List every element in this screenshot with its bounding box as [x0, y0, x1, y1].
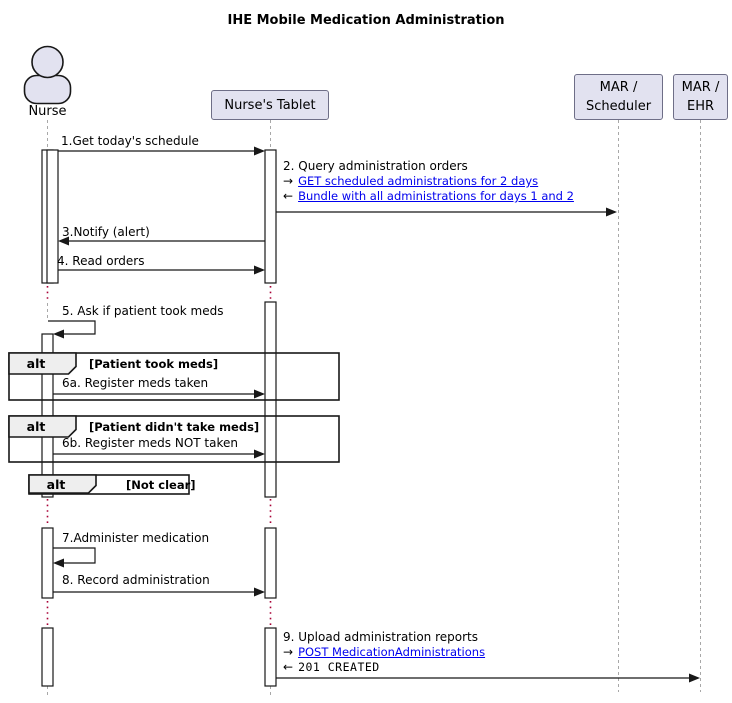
arrow-m5-self: [48, 321, 95, 334]
scheduler-label-line1: MAR /: [599, 80, 638, 95]
nurse-actor-icon: [25, 47, 71, 104]
message-7-label: 7.Administer medication: [62, 531, 210, 545]
tablet-activation-1: [265, 150, 276, 283]
participant-ehr: [673, 74, 728, 120]
nurse-activation-3: [42, 528, 53, 598]
alt3-operator: alt: [46, 477, 66, 492]
actor-body: [25, 76, 71, 104]
alt2-operator: alt: [26, 419, 46, 434]
arrow-heads: [53, 147, 700, 683]
ehr-label-line2: EHR: [686, 99, 715, 114]
message-9-response-status: 201 CREATED: [298, 660, 380, 674]
tablet-activation-4: [265, 628, 276, 686]
scheduler-label-line2: Scheduler: [585, 99, 652, 114]
alt1-operator: alt: [26, 356, 46, 371]
message-2-request-link[interactable]: GET scheduled administrations for 2 days: [298, 174, 539, 188]
message-9-label: 9. Upload administration reports: [283, 630, 479, 644]
left-arrow-icon: ←: [283, 660, 294, 674]
tablet-activation-3: [265, 528, 276, 598]
message-9-response-row: [283, 660, 380, 675]
message-6a-label: 6a. Register meds taken: [62, 376, 209, 390]
tablet-label: Nurse's Tablet: [224, 97, 316, 113]
participant-tablet: [211, 90, 329, 120]
message-9-request-row: [283, 645, 485, 660]
participant-scheduler: [574, 74, 663, 120]
lifelines: [48, 120, 701, 698]
message-4-label: 4. Read orders: [57, 254, 145, 268]
left-arrow-icon: ←: [283, 189, 294, 203]
actor-head: [32, 47, 63, 78]
message-1-label: 1.Get today's schedule: [61, 134, 199, 148]
message-8-label: 8. Record administration: [62, 573, 210, 587]
message-5-label: 5. Ask if patient took meds: [62, 304, 224, 318]
right-arrow-icon: →: [283, 174, 294, 188]
message-6b-label: 6b. Register meds NOT taken: [62, 436, 238, 450]
alt1-condition: [Patient took meds]: [89, 357, 219, 371]
diagram-title: IHE Mobile Medication Administration: [227, 13, 505, 28]
message-2-response-link[interactable]: Bundle with all administrations for days 1 and 2: [298, 189, 574, 203]
right-arrow-icon: →: [283, 645, 294, 659]
nurse-label: Nurse: [28, 104, 67, 119]
message-9-request-link[interactable]: POST MedicationAdministrations: [298, 645, 486, 659]
alt2-condition: [Patient didn't take meds]: [89, 420, 260, 434]
ehr-label-line1: MAR /: [681, 80, 720, 95]
message-2-label: 2. Query administration orders: [283, 159, 468, 173]
alt3-condition: [Not clear]: [126, 478, 196, 492]
message-2-request-row: [283, 174, 538, 189]
message-2-response-row: [283, 189, 574, 204]
nurse-activation-4: [42, 628, 53, 686]
message-3-label: 3.Notify (alert): [62, 225, 150, 239]
